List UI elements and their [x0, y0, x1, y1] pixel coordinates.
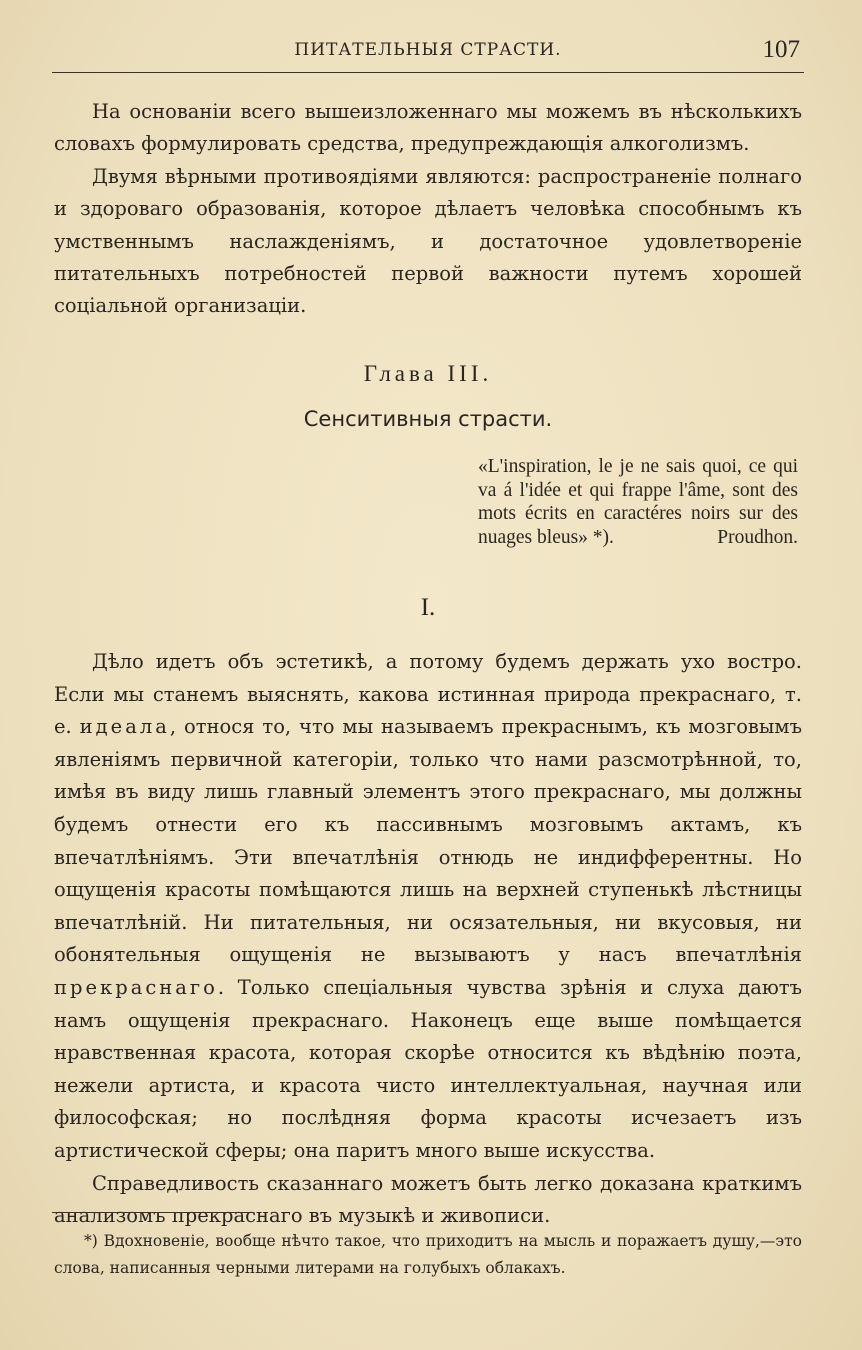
spaced-term-ideal: идеала: [79, 715, 170, 739]
main-paragraph-1: [54, 646, 802, 1168]
section-number: I.: [420, 594, 436, 621]
main-paragraph-1-part-a: Дѣло идетъ объ эстетикѣ, а потому будемъ держать ухо востро. Если мы станемъ выяснять, какова истинная природа прекраснаго, т. е.: [54, 650, 802, 739]
page-header: [52, 36, 804, 76]
intro-paragraph-1: На основаніи всего вышеизложеннаго мы можемъ въ нѣсколькихъ словахъ формулировать средства, предупреждающія алкоголизмъ.: [54, 100, 802, 156]
main-paragraph-1-part-c: . Только спеціальныя чувства зрѣнія и слуха даютъ намъ ощущенія прекраснаго. Наконецъ еще выше помѣщается нравственная красота, которая скорѣе относится къ вѣдѣнію поэта, нежели артиста, и красота чисто интеллектуальная, научная или философская; но послѣдняя форма красоты исчезаетъ изъ артистической сферы; она паритъ много выше искусства.: [54, 975, 802, 1162]
epigraph-author: Proudhon.: [717, 526, 798, 548]
epigraph: [478, 455, 798, 549]
running-head: ПИТАТЕЛЬНЫЯ СТРАСТИ.: [294, 40, 562, 60]
main-paragraph-1-part-b: , относя то, что мы называемъ прекраснымъ, къ мозговымъ явленіямъ первичной категоріи, только что нами разсмотрѣнной, то, имѣя въ виду лишь главный элементъ этого прекраснаго, мы должны будемъ отнести его къ пассивнымъ мозговымъ актамъ, къ впечатлѣніямъ. Эти впечатлѣнія отнюдь не индифферентны. Но ощущенія красоты помѣщаются лишь на верхней ступенькѣ лѣстницы впечатлѣній. Ни питательныя, ни осязательныя, ни вкусовыя, ни обонятельныя ощущенія не вызываютъ у насъ впечатлѣнія: [54, 715, 803, 967]
epigraph-text: «L'inspiration, le je ne sais quoi, ce qui va á l'idée et qui frappe l'âme, sont des mots écrits en caractéres noirs sur des nuages bleus» *).: [478, 456, 798, 548]
page-number: 107: [762, 36, 800, 63]
intro-text: [54, 96, 802, 323]
intro-paragraph-2: Двумя вѣрными противоядіями являются: распространеніе полнаго и здороваго образованія, которое дѣлаетъ человѣка способнымъ къ умственнымъ наслажденіямъ, и достаточное удовлетвореніе питательныхъ потребностей первой важности путемъ хорошей соціальной организаціи.: [54, 164, 802, 318]
chapter-label: Глава III.: [363, 361, 493, 386]
chapter-title: Сенситивныя страсти.: [303, 407, 553, 431]
header-rule: [52, 72, 804, 73]
footnote-rule: [52, 1212, 252, 1213]
footnote: *) Вдохновеніе, вообще нѣчто такое, что приходитъ на мысль и поражаетъ душу,—это слова, написанныя черными литерами на голубыхъ облакахъ.: [54, 1232, 802, 1277]
main-paragraph-2: Справедливость сказаннаго можетъ быть легко доказана краткимъ анализомъ прекраснаго въ музыкѣ и живописи.: [54, 1171, 802, 1228]
spaced-term-beautiful: прекраснаго: [54, 975, 218, 999]
main-text: [54, 646, 802, 1233]
